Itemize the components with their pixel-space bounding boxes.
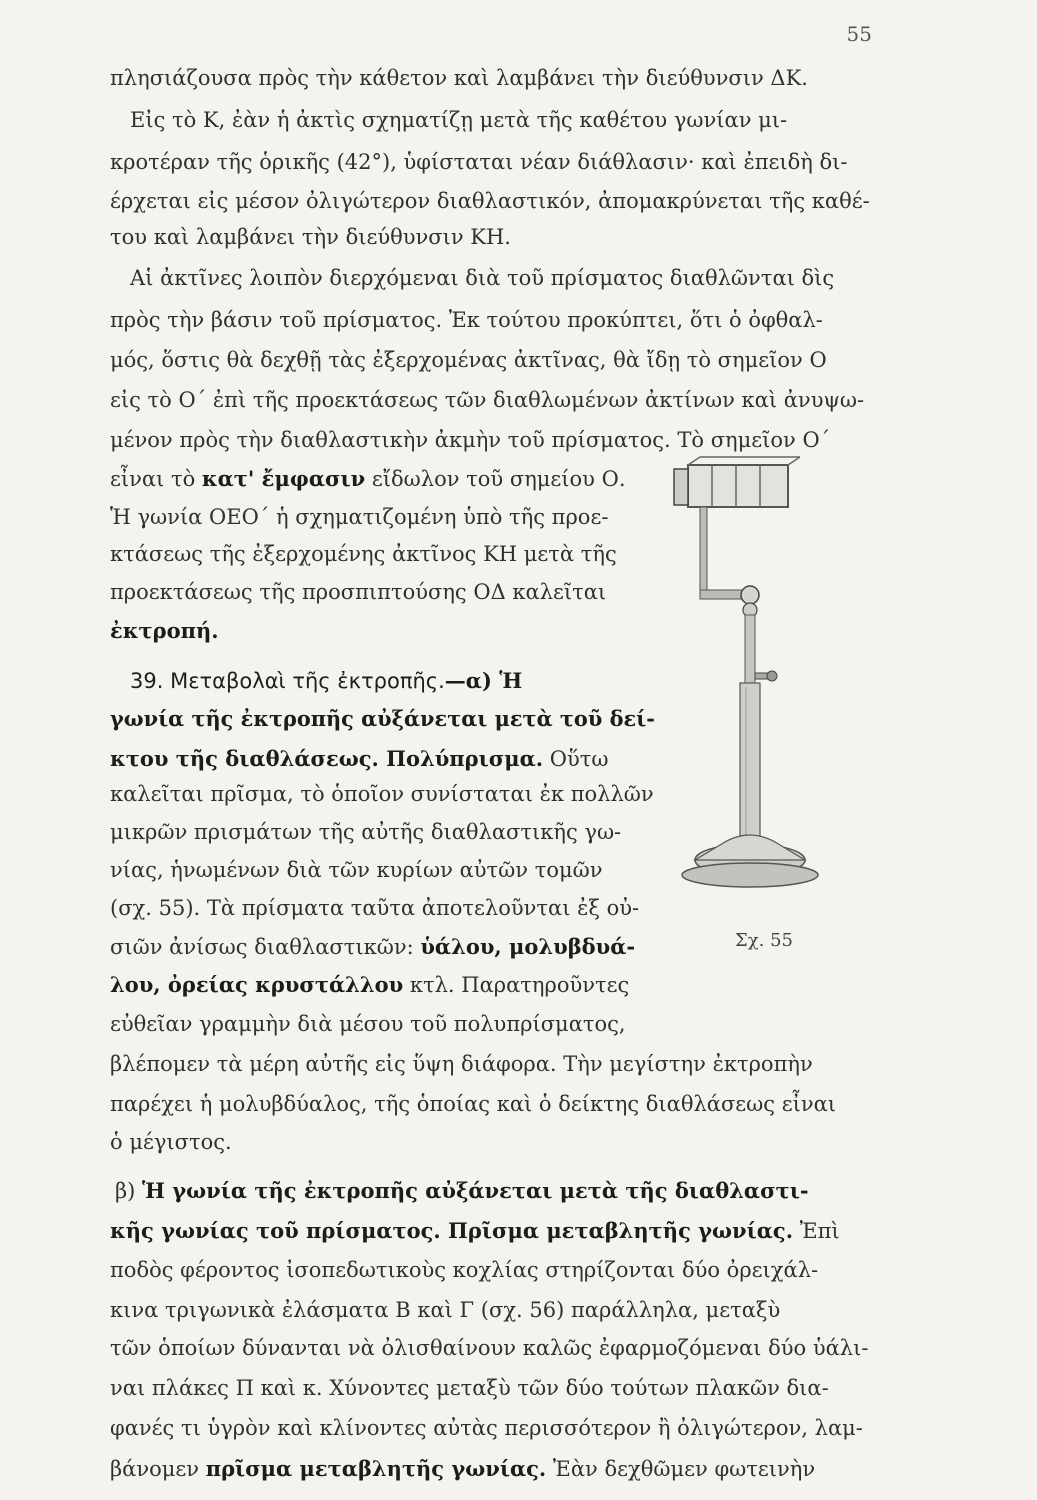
text-line [110, 390, 864, 411]
text-run: βλέπομεν τὰ μέρη αὐτῆς εἰς ὕψη διάφορα. Τὴν μεγίστην ἐκτροπὴν [110, 1052, 813, 1076]
figure-caption: Σχ. 55 [735, 930, 793, 951]
text-run: κροτέραν τῆς ὁρικῆς (42°), ὑφίσταται νέαν διάθλασιν· καὶ ἐπειδὴ δι- [110, 150, 848, 174]
text-line [110, 1094, 836, 1115]
page-number: 55 [846, 22, 872, 46]
text-run: ἐκτροπή. [110, 618, 219, 643]
text-line [110, 507, 608, 528]
text-line [110, 1338, 868, 1359]
text-line [110, 468, 626, 490]
text-run: κῆς γωνίας τοῦ πρίσματος. Πρῖσμα μεταβλητῆς γωνίας. [110, 1218, 794, 1243]
text-run: ναι πλάκες Π καὶ κ. Χύνοντες μεταξὺ τῶν δύο τούτων πλακῶν δια- [110, 1376, 829, 1400]
text-line [110, 974, 629, 996]
text-line [110, 1054, 813, 1075]
text-run: κατ' ἔμφασιν [201, 466, 366, 491]
text-run: —α) Ἡ [444, 668, 523, 693]
text-run: προεκτάσεως τῆς προσπιπτούσης ΟΔ καλεῖται [110, 580, 607, 604]
text-run: του καὶ λαμβάνει τὴν διεύθυνσιν ΚΗ. [110, 225, 511, 249]
text-line [110, 191, 870, 212]
text-line [110, 1260, 818, 1281]
text-run: Οὕτω [543, 747, 609, 771]
text-run: τῶν ὁποίων δύνανται νὰ ὀλισθαίνουν καλῶς ἐφαρμοζόμεναι δύο ὑάλι- [110, 1336, 869, 1360]
text-run: Ἐπὶ [793, 1219, 840, 1243]
text-line [110, 68, 808, 89]
text-line [110, 1220, 840, 1242]
text-line [110, 430, 830, 451]
text-line [110, 936, 635, 958]
text-line [110, 544, 617, 565]
text-run: πρῖσμα μεταβλητῆς γωνίας. [205, 1456, 547, 1481]
text-run: εὐθεῖαν γραμμὴν διὰ μέσου τοῦ πολυπρίσματος, [110, 1012, 626, 1036]
text-run: καλεῖται πρῖσμα, τὸ ὁποῖον συνίσταται ἐκ πολλῶν [110, 782, 654, 806]
text-run: ὁ μέγιστος. [110, 1130, 232, 1154]
text-run: κτάσεως τῆς ἐξερχομένης ἀκτῖνος ΚΗ μετὰ τῆς [110, 542, 617, 566]
text-line [110, 898, 639, 919]
text-line [110, 227, 511, 248]
text-run: Ἡ γωνία ΟΕΟ΄ ἡ σχηματιζομένη ὑπὸ τῆς προε- [110, 505, 609, 529]
text-run: μένον πρὸς τὴν διαθλαστικὴν ἀκμὴν τοῦ πρίσματος. Τὸ σημεῖον Ο΄ [110, 428, 831, 452]
text-line [110, 860, 603, 881]
text-run: (σχ. 55). Τὰ πρίσματα ταῦτα ἀποτελοῦνται ἐξ οὐ- [110, 896, 640, 920]
text-line [130, 670, 522, 692]
text-run: έρχεται εἰς μέσον ὀλιγώτερον διαθλαστικόν, ἀπομακρύνεται τῆς καθέ- [110, 189, 870, 213]
text-run: πρὸς τὴν βάσιν τοῦ πρίσματος. Ἐκ τούτου προκύπτει, ὅτι ὁ ὀφθαλ- [110, 308, 823, 332]
polyprism-block [688, 465, 788, 507]
text-line [110, 152, 848, 173]
text-line [110, 708, 655, 730]
text-line [110, 1458, 815, 1480]
text-run: πλησιάζουσα πρὸς τὴν κάθετον καὶ λαμβάνει τὴν διεύθυνσιν ΔΚ. [110, 66, 808, 90]
text-line [110, 1418, 863, 1439]
text-run: Αἱ ἀκτῖνες λοιπὸν διερχόμεναι διὰ τοῦ πρίσματος διαθλῶνται δὶς [130, 266, 835, 290]
text-line [130, 110, 787, 131]
text-run: 39. Μεταβολαὶ τῆς ἐκτροπῆς. [130, 669, 445, 693]
text-line [110, 822, 621, 843]
text-run: εἶναι τὸ [110, 467, 202, 491]
text-run: Ἐὰν δεχθῶμεν φωτεινὴν [546, 1457, 816, 1481]
text-line [110, 310, 823, 331]
text-line [110, 1132, 232, 1153]
text-run: κτου τῆς διαθλάσεως. Πολύπρισμα. [110, 746, 544, 771]
text-line [110, 1300, 780, 1321]
text-run: μός, ὅστις θὰ δεχθῇ τὰς ἐξερχομένας ἀκτῖνας, θὰ ἴδῃ τὸ σημεῖον Ο [110, 348, 827, 372]
text-run: β) [115, 1179, 143, 1203]
text-line [110, 1378, 829, 1399]
polyprism-illustration [660, 455, 820, 925]
text-run: παρέχει ἡ μολυβδύαλος, τῆς ὁποίας καὶ ὁ δείκτης διαθλάσεως εἶναι [110, 1092, 837, 1116]
text-run: νίας, ἡνωμένων διὰ τῶν κυρίων αὐτῶν τομῶν [110, 858, 603, 882]
text-run: Εἰς τὸ Κ, ἐὰν ἡ ἀκτὶς σχηματίζῃ μετὰ τῆς καθέτου γωνίαν μι- [130, 108, 788, 132]
text-run: φανές τι ὑγρὸν καὶ κλίνοντες αὐτὰς περισσότερον ἢ ὀλιγώτερον, λαμ- [110, 1416, 863, 1440]
text-run: μικρῶν πρισμάτων τῆς αὐτῆς διαθλαστικῆς γω- [110, 820, 622, 844]
text-run: λου, ὀρείας κρυστάλλου [110, 972, 404, 997]
text-run: κτλ. Παρατηροῦντες [403, 973, 630, 997]
text-line [110, 620, 219, 642]
text-run: εἴδωλον τοῦ σημείου Ο. [365, 467, 626, 491]
text-line [130, 268, 834, 289]
text-run: ὑάλου, μολυβδυά- [420, 934, 636, 959]
text-run: βάνομεν [110, 1457, 206, 1481]
text-line [110, 748, 609, 770]
text-run: γωνία τῆς ἐκτροπῆς αὐξάνεται μετὰ τοῦ δεί- [110, 706, 655, 731]
polyprism-stand-drawing [660, 455, 820, 925]
text-line [110, 784, 654, 805]
text-run: εἰς τὸ Ο΄ ἐπὶ τῆς προεκτάσεως τῶν διαθλωμένων ἀκτίνων καὶ ἀνυψω- [110, 388, 865, 412]
text-run: ποδὸς φέροντος ἰσοπεδωτικοὺς κοχλίας στηρίζονται δύο ὀρειχάλ- [110, 1258, 819, 1282]
text-line [110, 1014, 626, 1035]
text-run: κινα τριγωνικὰ ἐλάσματα Β καὶ Γ (σχ. 56) παράλληλα, μεταξὺ [110, 1298, 781, 1322]
text-run: Ἡ γωνία τῆς ἐκτροπῆς αὐξάνεται μετὰ τῆς διαθλαστι- [142, 1178, 809, 1203]
text-line [115, 1180, 809, 1202]
text-run: σιῶν ἀνίσως διαθλαστικῶν: [110, 935, 421, 959]
text-line [110, 350, 827, 371]
text-line [110, 582, 606, 603]
